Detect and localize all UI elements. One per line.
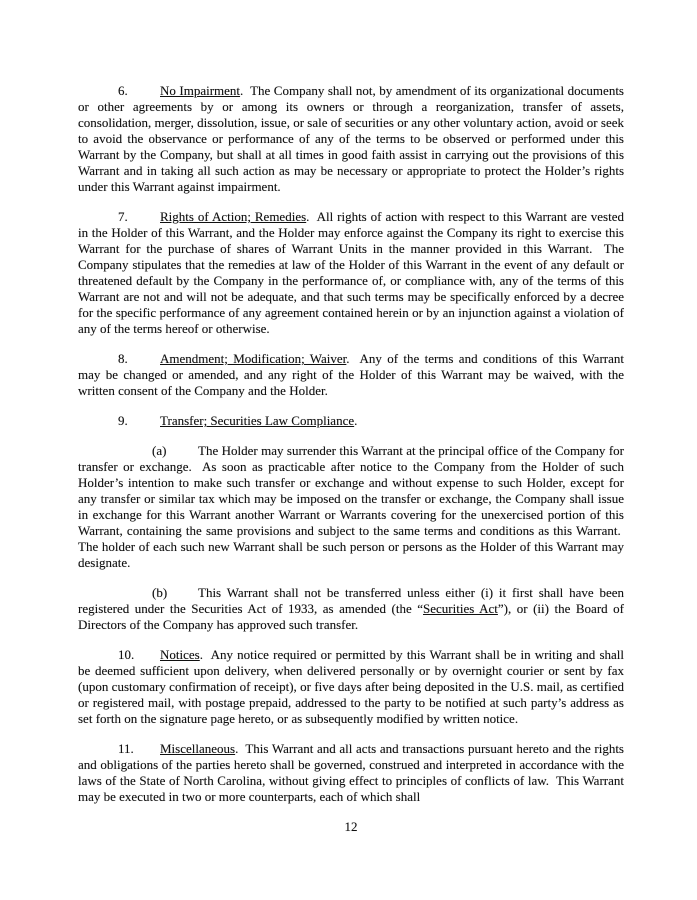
section-7-number: 7.	[118, 209, 128, 224]
section-8-body: . Any of the terms and conditions of this Warrant may be changed or amended, and any right of the Holder of this Warrant may be waived, with the written consent of the Company and the Holder.	[78, 351, 624, 398]
section-9-heading-paragraph	[78, 413, 624, 429]
section-10-paragraph	[78, 647, 624, 727]
section-6-number: 6.	[118, 83, 128, 98]
section-9-heading-period: .	[354, 413, 358, 428]
section-9b-letter: (b)	[152, 585, 168, 600]
section-11-number: 11.	[118, 741, 134, 756]
section-10-heading: Notices	[160, 647, 200, 662]
page-number: 12	[344, 819, 358, 834]
section-9b-body-pre: This Warrant shall not be transferred unless either (i) it first shall have been registered under the Securities Act of 1933, as amended (the “	[78, 585, 624, 616]
section-10-number: 10.	[118, 647, 135, 662]
section-9a-body: The Holder may surrender this Warrant at the principal office of the Company for transfer or exchange. As soon as practicable after notice to the Company from the Holder of such Holder’s intention to make such transfer or exchange and without expense to such Holder, except for any transfer or similar tax which may be imposed on the transfer or exchange, the Company shall issue in exchange for this Warrant another Warrant or Warrants covering for the unexercised portion of this Warrant, containing the same provisions and subject to the same terms and conditions as this Warrant. The holder of each such new Warrant shall be such person or persons as the Holder of this Warrant may designate.	[78, 443, 624, 570]
section-11-paragraph	[78, 741, 624, 805]
section-9b-body-post: ”), or (ii) the Board of Directors of the Company has approved such transfer.	[78, 601, 624, 632]
section-7-paragraph	[78, 209, 624, 337]
section-11-body: . This Warrant and all acts and transactions pursuant hereto and the rights and obligations of the parties hereto shall be governed, construed and interpreted in accordance with the laws of the State of North Carolina, without giving effect to principles of conflicts of law. This Warrant may be executed in two or more counterparts, each of which shall	[78, 741, 624, 804]
securities-act-defined-term: Securities Act	[423, 601, 498, 616]
section-6-body: . The Company shall not, by amendment of its organizational documents or other agreements by or among its owners or through a reorganization, transfer of assets, consolidation, merger, dissolution, issue, or sale of securities or any other voluntary action, avoid or seek to avoid the observance or performance of any of the terms to be observed or performed under this Warrant by the Company, but shall at all times in good faith assist in carrying out the provisions of this Warrant and in taking all such action as may be necessary or appropriate to protect the Holder’s rights under this Warrant against impairment.	[78, 83, 624, 194]
section-8-number: 8.	[118, 351, 128, 366]
section-9b-paragraph	[78, 585, 624, 633]
section-6-paragraph	[78, 83, 624, 195]
section-7-body: . All rights of action with respect to this Warrant are vested in the Holder of this Warrant, and the Holder may enforce against the Company its right to exercise this Warrant for the purchase of shares of Warrant Units in the manner provided in this Warrant. The Company stipulates that the remedies at law of the Holder of this Warrant in the event of any default or threatened default by the Company in the performance of, or compliance with, any of the terms of this Warrant are not and will not be adequate, and that such terms may be specifically enforced by a decree for the specific performance of any agreement contained herein or by an injunction against a violation of any of the terms hereof or otherwise.	[78, 209, 624, 336]
section-11-heading: Miscellaneous	[160, 741, 236, 756]
section-9-heading: Transfer; Securities Law Compliance	[160, 413, 355, 428]
section-9-number: 9.	[118, 413, 128, 428]
section-7-heading: Rights of Action; Remedies	[160, 209, 307, 224]
section-8-paragraph	[78, 351, 624, 399]
section-6-heading: No Impairment	[160, 83, 241, 98]
section-10-body: . Any notice required or permitted by this Warrant shall be in writing and shall be deemed sufficient upon delivery, when delivered personally or by overnight courier or sent by fax (upon customary confirmation of receipt), or five days after being deposited in the U.S. mail, as certified or registered mail, with postage prepaid, addressed to the party to be notified at such party’s address as set forth on the signature page hereto, or as subsequently modified by written notice.	[78, 647, 624, 726]
section-9a-paragraph	[78, 443, 624, 571]
section-9a-letter: (a)	[152, 443, 167, 458]
section-8-heading: Amendment; Modification; Waiver	[160, 351, 347, 366]
